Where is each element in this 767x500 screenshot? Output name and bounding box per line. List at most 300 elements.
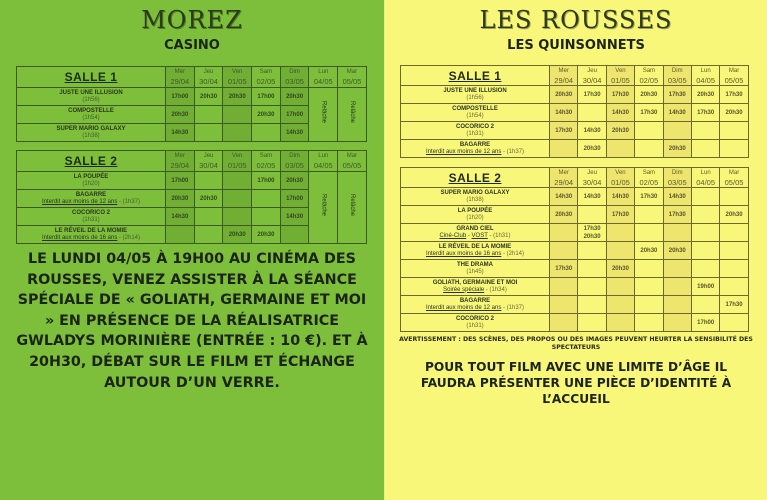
film-duration: (1h31) <box>82 216 100 223</box>
film-row <box>401 122 749 140</box>
showtime-cell <box>691 224 719 242</box>
film-details <box>17 97 165 104</box>
day-date: 04/05 <box>696 177 716 187</box>
day-name: Jeu <box>587 67 597 74</box>
film-details <box>401 149 549 156</box>
showtime-cell <box>691 140 719 158</box>
showtime-cell <box>578 260 606 278</box>
showtime-cell: 14h30 <box>280 208 309 226</box>
showtime-cell: 20h30 <box>166 106 195 124</box>
film-cell <box>401 224 550 242</box>
showtime-cell <box>223 124 252 142</box>
showtime-cell <box>606 140 634 158</box>
day-date: 01/05 <box>611 75 630 85</box>
showtime-cell: 17h30 <box>606 86 634 104</box>
showtime-cell <box>606 278 634 296</box>
day-date: 30/04 <box>582 177 602 187</box>
film-title: COCORICO 2 <box>71 209 110 216</box>
day-date: 29/04 <box>170 161 190 170</box>
film-cell <box>401 206 550 224</box>
film-row <box>401 104 749 122</box>
day-header <box>550 66 578 86</box>
film-details <box>17 181 165 188</box>
film-cell <box>17 226 166 244</box>
film-note: Interdit aux moins de 12 ans <box>425 148 502 155</box>
day-name: Mar <box>728 169 740 176</box>
showtime-cell <box>635 122 663 140</box>
day-header <box>691 66 719 86</box>
film-cell <box>401 314 550 332</box>
showtime-cell <box>635 314 663 332</box>
day-name: Jeu <box>203 153 214 159</box>
film-details <box>17 115 165 122</box>
showtime-cell <box>691 242 719 260</box>
showtime-cell <box>720 140 748 158</box>
showtime-cell: 14h30 <box>663 104 691 122</box>
film-title: BAGARRE <box>459 297 491 304</box>
film-duration: - (2h14) <box>501 250 525 257</box>
day-date: 05/05 <box>724 177 744 187</box>
day-date: 04/05 <box>696 75 716 85</box>
showtime-cell <box>252 208 281 226</box>
film-title: LA POUPÉE <box>73 173 109 180</box>
day-date: 01/05 <box>227 161 247 170</box>
film-row <box>401 206 749 224</box>
showtime-cell: 20h30 <box>578 140 606 158</box>
city-title: LES ROUSSES <box>479 6 673 34</box>
day-date: 03/05 <box>285 77 304 86</box>
showtime-cell: 20h30 <box>720 206 748 224</box>
showtime-cell: 20h30 <box>663 140 691 158</box>
film-duration: (1h56) <box>82 96 100 103</box>
day-header <box>280 151 309 172</box>
day-name: Jeu <box>203 69 214 75</box>
day-name: Dim <box>289 69 300 75</box>
day-header <box>223 67 252 88</box>
film-duration: (1h20) <box>466 214 484 221</box>
day-date: 01/05 <box>611 177 630 187</box>
schedule-table-salle2 <box>400 167 749 332</box>
film-duration: (1h38) <box>82 132 100 139</box>
film-duration: - (1h34) <box>484 286 507 293</box>
film-title: COMPOSTELLE <box>452 105 498 112</box>
closed-label: Relâche <box>348 100 355 123</box>
schedule-table-salle1 <box>16 66 367 142</box>
day-header <box>663 66 691 86</box>
film-note: Interdit aux moins de 12 ans <box>425 304 502 311</box>
showtime-cell: 19h00 <box>691 278 719 296</box>
day-date: 03/05 <box>667 177 687 187</box>
film-note: Interdit aux moins de 16 ans <box>425 250 502 257</box>
showtime-cell: 20h30 <box>663 242 691 260</box>
day-header <box>194 67 223 88</box>
showtime-cell: 17h30 <box>635 104 663 122</box>
closed-label: Relâche <box>320 100 327 123</box>
film-row <box>401 140 749 158</box>
film-note: Interdit aux moins de 12 ans <box>41 198 118 205</box>
day-date: 30/04 <box>199 77 218 86</box>
showtime-cell <box>550 278 578 296</box>
showtime-cell <box>194 172 223 190</box>
showtime-cell: 20h30 <box>606 260 634 278</box>
film-duration: - (1h31) <box>487 232 511 239</box>
film-cell <box>17 172 166 190</box>
day-date: 29/04 <box>554 75 574 85</box>
showtime-cell: 14h30 <box>606 104 634 122</box>
showtime-cell: 14h30 <box>606 188 634 206</box>
showtime-cell <box>578 314 606 332</box>
showtime-cell <box>578 206 606 224</box>
film-duration: (1h54) <box>82 114 100 121</box>
salle-label: SALLE 2 <box>17 151 166 172</box>
film-note: Ciné-Club <box>439 232 467 239</box>
film-details <box>401 287 549 294</box>
showtime-cell <box>550 242 578 260</box>
film-cell <box>401 278 550 296</box>
day-header <box>578 168 606 188</box>
day-header <box>338 151 367 172</box>
film-row <box>401 224 749 242</box>
closed-day-cell <box>309 172 338 244</box>
showtime-cell: 17h30 <box>691 104 719 122</box>
day-date: 04/05 <box>313 77 333 86</box>
showtime-cell <box>606 224 634 242</box>
salle-label: SALLE 1 <box>401 66 550 86</box>
showtime-cell <box>223 208 252 226</box>
film-cell <box>401 188 550 206</box>
day-header <box>606 168 634 188</box>
showtime-cell <box>663 296 691 314</box>
schedule-table-salle2 <box>16 150 367 244</box>
day-date: 05/05 <box>342 77 362 86</box>
showtime-cell <box>606 242 634 260</box>
film-cell <box>17 88 166 106</box>
showtime-cell: 17h30 <box>663 86 691 104</box>
showtime-cell: 14h30 <box>578 188 606 206</box>
day-header <box>663 168 691 188</box>
film-cell <box>17 124 166 142</box>
film-row <box>401 278 749 296</box>
showtime-cell: 17h30 <box>550 122 578 140</box>
day-header <box>166 67 195 88</box>
day-name: Dim <box>289 153 300 159</box>
showtime-cell <box>720 122 748 140</box>
day-header <box>194 151 223 172</box>
les-rousses-panel <box>385 0 767 500</box>
film-note-2: VOST <box>471 232 488 239</box>
film-duration: (1h31) <box>466 322 484 329</box>
film-duration: - (2h14) <box>117 234 141 241</box>
showtime-cell <box>194 208 223 226</box>
day-name: Sam <box>642 67 656 74</box>
showtime-cell: 17h30 <box>550 260 578 278</box>
showtime-cell <box>223 106 252 124</box>
day-name: Ven <box>232 153 243 159</box>
day-date: 29/04 <box>554 177 574 187</box>
showtime-cell <box>550 314 578 332</box>
film-duration: (1h38) <box>466 196 484 203</box>
header-row <box>401 66 749 86</box>
day-header <box>338 67 367 88</box>
showtime-cell <box>635 260 663 278</box>
showtime-cell: 20h30 <box>194 190 223 208</box>
day-name: Lun <box>318 153 329 159</box>
film-details <box>401 131 549 138</box>
day-name: Ven <box>232 69 243 75</box>
showtime-cell <box>691 122 719 140</box>
showtime-cell <box>223 172 252 190</box>
day-name: Sam <box>259 69 273 75</box>
film-title: LE RÉVEIL DE LA MOMIE <box>54 227 128 234</box>
film-title: THE DRAMA <box>457 261 493 268</box>
film-title: JUSTE UNE ILLUSION <box>59 89 123 96</box>
showtime-cell: 20h30 <box>280 88 309 106</box>
film-row <box>401 242 749 260</box>
showtime-cell <box>720 278 748 296</box>
showtime-cell: 20h30 <box>635 242 663 260</box>
day-name: Sam <box>259 153 273 159</box>
film-cell <box>401 296 550 314</box>
day-name: Lun <box>700 169 711 176</box>
day-date: 02/05 <box>256 161 276 170</box>
day-name: Mer <box>174 69 186 75</box>
film-row <box>401 188 749 206</box>
showtime-cell <box>663 278 691 296</box>
showtime-cell <box>691 296 719 314</box>
showtime-cell <box>635 278 663 296</box>
showtime-cell: 17h00 <box>166 88 195 106</box>
film-row <box>17 88 367 106</box>
city-title: MOREZ <box>141 6 243 34</box>
film-cell <box>401 86 550 104</box>
day-date: 02/05 <box>639 177 659 187</box>
film-duration: - (1h37) <box>501 148 525 155</box>
showtime-cell <box>635 296 663 314</box>
film-note: Interdit aux moins de 16 ans <box>41 234 118 241</box>
film-duration: - (1h37) <box>117 198 141 205</box>
showtime-cell: 14h30 <box>166 208 195 226</box>
showtime-cell: 20h30 <box>635 86 663 104</box>
day-header <box>635 168 663 188</box>
film-details <box>401 269 549 276</box>
day-header <box>280 67 309 88</box>
closed-day-cell <box>309 88 338 142</box>
showtime-cell <box>223 190 252 208</box>
showtime-cell: 17h30 <box>606 206 634 224</box>
showtime-cell: 20h30 <box>720 104 748 122</box>
day-name: Sam <box>642 169 656 176</box>
showtime-cell: 17h00 <box>280 106 309 124</box>
showtime-cell <box>606 296 634 314</box>
showtime-cell <box>720 314 748 332</box>
day-date: 29/04 <box>170 77 190 86</box>
film-details <box>17 199 165 206</box>
day-name: Dim <box>671 169 683 176</box>
day-header <box>720 66 748 86</box>
film-title: SUPER MARIO GALAXY <box>440 189 510 196</box>
film-title: GRAND CIEL <box>456 225 494 232</box>
showtime-cell <box>550 140 578 158</box>
film-cell <box>401 140 550 158</box>
day-header <box>606 66 634 86</box>
film-details <box>17 133 165 140</box>
day-date: 05/05 <box>342 161 362 170</box>
day-name: Mer <box>174 153 186 159</box>
showtime-cell <box>194 226 223 244</box>
day-header <box>550 168 578 188</box>
showtime-cell <box>252 190 281 208</box>
film-details <box>401 305 549 312</box>
showtime-cell: 14h30 <box>550 188 578 206</box>
showtime-cell <box>691 188 719 206</box>
showtime-cell: 17h00 <box>252 88 281 106</box>
showtime-cell <box>578 104 606 122</box>
day-name: Mar <box>728 67 740 74</box>
film-title: COMPOSTELLE <box>68 107 114 114</box>
showtime-cell: 20h30 <box>223 226 252 244</box>
sensitivity-warning: AVERTISSEMENT : DES SCÈNES, DES PROPOS OU DES IMAGES PEUVENT HEURTER LA SENSIBILITÉ DES SPECTATEURS <box>399 336 753 351</box>
showtime-cell <box>720 260 748 278</box>
showtime-cell <box>166 226 195 244</box>
day-date: 02/05 <box>639 75 659 85</box>
separator: - <box>466 232 472 239</box>
film-title: COCORICO 2 <box>455 315 494 322</box>
day-date: 30/04 <box>199 161 218 170</box>
film-cell <box>17 106 166 124</box>
showtime-cell: 20h30 <box>166 190 195 208</box>
header-row <box>17 67 367 88</box>
film-cell <box>401 122 550 140</box>
film-title: LE RÉVEIL DE LA MOMIE <box>438 243 512 250</box>
showtime-cell <box>578 242 606 260</box>
film-duration: - (1h37) <box>501 304 525 311</box>
closed-label: Relâche <box>320 193 327 216</box>
venue-title: CASINO <box>164 38 220 53</box>
showtime-cell: 17h30 <box>635 188 663 206</box>
film-title: JUSTE UNE ILLUSION <box>443 87 507 94</box>
film-title: SUPER MARIO GALAXY <box>56 125 126 132</box>
showtime-cell: 20h30 <box>252 226 281 244</box>
film-duration: (1h20) <box>82 180 100 187</box>
showtime-cell <box>550 224 578 242</box>
showtime-cell <box>550 296 578 314</box>
closed-day-cell <box>338 172 367 244</box>
day-name: Mar <box>346 69 358 75</box>
film-row <box>401 86 749 104</box>
closed-day-cell <box>338 88 367 142</box>
day-name: Jeu <box>587 169 597 176</box>
showtime-cell: 14h30 <box>550 104 578 122</box>
showtime-cell <box>720 224 748 242</box>
day-date: 30/04 <box>582 75 602 85</box>
day-header <box>635 66 663 86</box>
showtime-cell: 14h30 <box>663 188 691 206</box>
header-row <box>401 168 749 188</box>
day-name: Ven <box>615 169 626 176</box>
showtime-cell <box>720 188 748 206</box>
showtime-cell: 17h30 <box>720 86 748 104</box>
day-header <box>578 66 606 86</box>
showtime-cell <box>578 296 606 314</box>
film-duration: (1h54) <box>466 112 484 119</box>
showtime-cell <box>635 206 663 224</box>
id-required-notice: POUR TOUT FILM AVEC UNE LIMITE D’ÂGE IL FAUDRA PRÉSENTER UNE PIÈCE D’IDENTITÉ À L’ACCUEIL <box>420 360 732 406</box>
showtime-cell <box>663 314 691 332</box>
day-date: 03/05 <box>285 161 304 170</box>
venue-title: LES QUINSONNETS <box>507 38 645 53</box>
showtime-cell <box>663 260 691 278</box>
showtime-cell <box>635 140 663 158</box>
day-date: 03/05 <box>667 75 687 85</box>
film-duration: (1h45) <box>466 268 484 275</box>
showtime-cell: 20h30 <box>550 206 578 224</box>
showtime-cell: 17h30 <box>720 296 748 314</box>
film-cell <box>401 242 550 260</box>
showtime-cell: 20h30 <box>606 122 634 140</box>
showtime-cell: 14h30 <box>166 124 195 142</box>
day-date: 05/05 <box>724 75 744 85</box>
film-duration: (1h31) <box>466 130 484 137</box>
film-cell <box>17 208 166 226</box>
showtime-cell: 20h30 <box>550 86 578 104</box>
day-header <box>223 151 252 172</box>
day-name: Mer <box>558 169 569 176</box>
day-header <box>252 151 281 172</box>
film-row <box>401 314 749 332</box>
showtime-cell <box>252 124 281 142</box>
film-title: BAGARRE <box>75 191 107 198</box>
showtime-cell: 17h30 <box>578 86 606 104</box>
showtime-cell <box>194 124 223 142</box>
showtime-cell: 14h30 <box>578 122 606 140</box>
showtime-cell <box>691 260 719 278</box>
film-duration: (1h56) <box>466 94 484 101</box>
day-header <box>252 67 281 88</box>
showtime-cell: 17h30 20h30 <box>578 224 606 242</box>
day-header <box>166 151 195 172</box>
film-row <box>17 172 367 190</box>
film-details <box>17 217 165 224</box>
film-title: GOLIATH, GERMAINE ET MOI <box>432 279 518 286</box>
film-details <box>401 197 549 204</box>
showtime-cell <box>663 122 691 140</box>
showtime-cell: 20h30 <box>223 88 252 106</box>
day-name: Mer <box>558 67 569 74</box>
film-title: LA POUPÉE <box>457 207 493 214</box>
day-name: Ven <box>615 67 626 74</box>
film-details <box>401 113 549 120</box>
day-header <box>691 168 719 188</box>
day-name: Dim <box>671 67 683 74</box>
showtime-cell <box>635 224 663 242</box>
day-header <box>309 67 338 88</box>
showtime-cell: 17h00 <box>252 172 281 190</box>
day-date: 01/05 <box>227 77 247 86</box>
film-details <box>401 251 549 258</box>
film-note: Soirée spéciale <box>443 286 485 293</box>
showtime-cell: 14h30 <box>280 124 309 142</box>
special-screening-announcement: LE LUNDI 04/05 À 19H00 AU CINÉMA DES ROUSSES, VENEZ ASSISTER À LA SÉANCE SPÉCIALE DE « GOLIATH, GERMAINE ET MOI » EN PRÉSENCE DE LA RÉALISATRICE GWLADYS MORINIÈRE (ENTRÉE : 10 €). ET À 20H30, DÉBAT SUR LE FILM ET ÉCHANGE AUTOUR D’UN VERRE. <box>16 251 368 391</box>
film-details <box>401 323 549 330</box>
showtime-cell <box>280 226 309 244</box>
showtime-cell: 17h00 <box>280 190 309 208</box>
header-row <box>17 151 367 172</box>
film-cell <box>401 260 550 278</box>
showtime-cell <box>578 278 606 296</box>
showtime-cell: 20h30 <box>691 86 719 104</box>
showtime-cell: 17h00 <box>166 172 195 190</box>
showtime-cell: 20h30 <box>280 172 309 190</box>
